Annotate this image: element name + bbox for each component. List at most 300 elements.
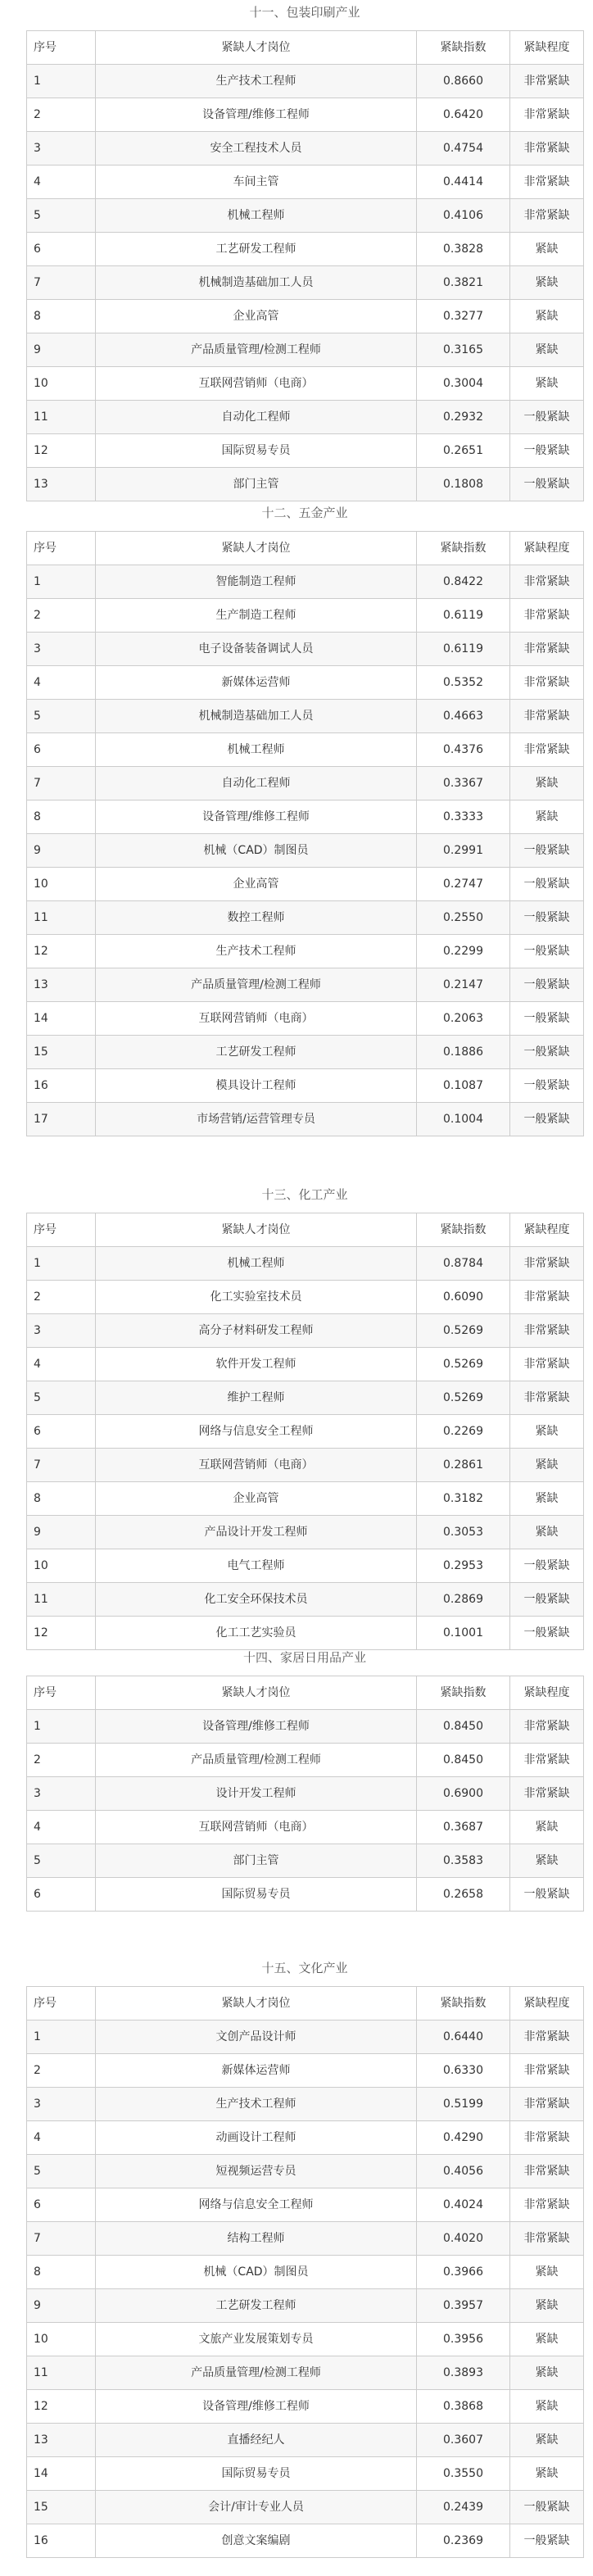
cell-shortage-level: 非常紧缺 — [510, 599, 584, 633]
cell-number: 3 — [27, 2088, 96, 2121]
cell-role: 工艺研发工程师 — [96, 233, 417, 266]
cell-shortage-level: 紧缺 — [510, 1449, 584, 1482]
cell-role: 生产制造工程师 — [96, 599, 417, 633]
cell-number: 13 — [27, 468, 96, 501]
cell-shortage-index: 0.2439 — [417, 2491, 510, 2524]
cell-shortage-level: 非常紧缺 — [510, 1314, 584, 1348]
cell-shortage-index: 0.2550 — [417, 901, 510, 935]
cell-shortage-index: 0.6090 — [417, 1281, 510, 1314]
cell-shortage-level: 非常紧缺 — [510, 2088, 584, 2121]
table-header-row — [27, 1987, 584, 2020]
cell-shortage-level: 紧缺 — [510, 2256, 584, 2289]
cell-number: 8 — [27, 1482, 96, 1516]
table-row — [27, 1069, 584, 1103]
header-role: 紧缺人才岗位 — [96, 1987, 417, 2020]
cell-number: 9 — [27, 2289, 96, 2323]
table-row — [27, 98, 584, 132]
cell-number: 6 — [27, 733, 96, 767]
shortage-table — [26, 531, 584, 1136]
cell-number: 6 — [27, 233, 96, 266]
cell-shortage-index: 0.8450 — [417, 1744, 510, 1777]
table-row — [27, 1811, 584, 1844]
header-role: 紧缺人才岗位 — [96, 31, 417, 65]
cell-role: 生产技术工程师 — [96, 65, 417, 98]
cell-number: 11 — [27, 401, 96, 434]
header-shortage-level: 紧缺程度 — [510, 31, 584, 65]
cell-shortage-index: 0.4290 — [417, 2121, 510, 2155]
cell-number: 4 — [27, 666, 96, 700]
section-title: 十五、文化产业 — [261, 1961, 348, 1975]
cell-shortage-level: 非常紧缺 — [510, 2020, 584, 2054]
table-row — [27, 599, 584, 633]
section-title: 十二、五金产业 — [261, 506, 348, 520]
header-role: 紧缺人才岗位 — [96, 1676, 417, 1710]
header-shortage-level: 紧缺程度 — [510, 1213, 584, 1247]
cell-shortage-index: 0.6330 — [417, 2054, 510, 2088]
cell-role: 设备管理/维修工程师 — [96, 98, 417, 132]
table-row — [27, 1878, 584, 1912]
cell-number: 12 — [27, 434, 96, 468]
cell-role: 化工工艺实验员 — [96, 1617, 417, 1650]
cell-shortage-index: 0.2991 — [417, 834, 510, 868]
section-chemical — [26, 1186, 583, 1650]
cell-shortage-level: 非常紧缺 — [510, 1744, 584, 1777]
cell-shortage-level: 一般紧缺 — [510, 901, 584, 935]
section-title: 十一、包装印刷产业 — [249, 5, 360, 20]
table-row — [27, 2121, 584, 2155]
table-row — [27, 767, 584, 800]
cell-shortage-level: 一般紧缺 — [510, 1617, 584, 1650]
cell-shortage-level: 非常紧缺 — [510, 666, 584, 700]
cell-shortage-level: 非常紧缺 — [510, 2222, 584, 2256]
cell-shortage-level: 非常紧缺 — [510, 1381, 584, 1415]
cell-shortage-level: 非常紧缺 — [510, 633, 584, 666]
cell-shortage-index: 0.1808 — [417, 468, 510, 501]
cell-role: 部门主管 — [96, 468, 417, 501]
cell-role: 新媒体运营师 — [96, 2054, 417, 2088]
section-title: 十四、家居日用品产业 — [242, 1650, 366, 1665]
table-row — [27, 166, 584, 199]
cell-shortage-level: 一般紧缺 — [510, 1583, 584, 1617]
cell-shortage-level: 非常紧缺 — [510, 2054, 584, 2088]
table-row — [27, 2222, 584, 2256]
cell-number: 3 — [27, 633, 96, 666]
cell-number: 6 — [27, 2188, 96, 2222]
cell-shortage-level: 紧缺 — [510, 266, 584, 300]
table-row — [27, 2188, 584, 2222]
cell-shortage-level: 一般紧缺 — [510, 1549, 584, 1583]
cell-shortage-index: 0.2299 — [417, 935, 510, 968]
cell-number: 8 — [27, 300, 96, 333]
cell-shortage-index: 0.2269 — [417, 1415, 510, 1449]
table-row — [27, 2356, 584, 2390]
cell-number: 5 — [27, 1844, 96, 1878]
header-index: 序号 — [27, 1987, 96, 2020]
cell-role: 模具设计工程师 — [96, 1069, 417, 1103]
table-header-row — [27, 532, 584, 565]
cell-role: 产品设计开发工程师 — [96, 1516, 417, 1549]
cell-role: 智能制造工程师 — [96, 565, 417, 599]
table-row — [27, 65, 584, 98]
table-row — [27, 2457, 584, 2491]
cell-role: 部门主管 — [96, 1844, 417, 1878]
cell-number: 9 — [27, 834, 96, 868]
cell-number: 5 — [27, 1381, 96, 1415]
cell-shortage-level: 非常紧缺 — [510, 700, 584, 733]
cell-role: 机械（CAD）制图员 — [96, 834, 417, 868]
cell-shortage-index: 0.3956 — [417, 2323, 510, 2356]
cell-role: 国际贸易专员 — [96, 2457, 417, 2491]
header-shortage-index: 紧缺指数 — [417, 1676, 510, 1710]
cell-role: 自动化工程师 — [96, 767, 417, 800]
cell-shortage-index: 0.3687 — [417, 1811, 510, 1844]
cell-role: 结构工程师 — [96, 2222, 417, 2256]
cell-role: 产品质量管理/检测工程师 — [96, 1744, 417, 1777]
cell-role: 自动化工程师 — [96, 401, 417, 434]
cell-number: 1 — [27, 1710, 96, 1744]
table-row — [27, 2289, 584, 2323]
table-row — [27, 1247, 584, 1281]
cell-shortage-level: 非常紧缺 — [510, 2188, 584, 2222]
section-hardware — [26, 504, 583, 1136]
cell-number: 14 — [27, 2457, 96, 2491]
cell-role: 机械制造基础加工人员 — [96, 700, 417, 733]
cell-shortage-index: 0.5352 — [417, 666, 510, 700]
table-row — [27, 800, 584, 834]
cell-number: 12 — [27, 2390, 96, 2424]
table-row — [27, 1415, 584, 1449]
cell-shortage-level: 一般紧缺 — [510, 1878, 584, 1912]
cell-shortage-level: 紧缺 — [510, 2390, 584, 2424]
table-row — [27, 1449, 584, 1482]
cell-number: 11 — [27, 2356, 96, 2390]
cell-shortage-index: 0.3182 — [417, 1482, 510, 1516]
cell-shortage-level: 非常紧缺 — [510, 98, 584, 132]
table-row — [27, 300, 584, 333]
cell-role: 文旅产业发展策划专员 — [96, 2323, 417, 2356]
cell-shortage-level: 一般紧缺 — [510, 834, 584, 868]
cell-role: 机械工程师 — [96, 199, 417, 233]
table-row — [27, 2020, 584, 2054]
cell-shortage-level: 非常紧缺 — [510, 565, 584, 599]
cell-role: 文创产品设计师 — [96, 2020, 417, 2054]
cell-shortage-index: 0.6440 — [417, 2020, 510, 2054]
cell-shortage-index: 0.6900 — [417, 1777, 510, 1811]
table-header-row — [27, 1676, 584, 1710]
section-title: 十三、化工产业 — [261, 1187, 348, 1202]
cell-shortage-index: 0.3583 — [417, 1844, 510, 1878]
cell-shortage-level: 一般紧缺 — [510, 1036, 584, 1069]
cell-shortage-index: 0.3893 — [417, 2356, 510, 2390]
cell-number: 15 — [27, 1036, 96, 1069]
cell-role: 电子设备装备调试人员 — [96, 633, 417, 666]
cell-number: 2 — [27, 1744, 96, 1777]
cell-number: 13 — [27, 968, 96, 1002]
cell-number: 1 — [27, 565, 96, 599]
cell-number: 17 — [27, 1103, 96, 1136]
cell-role: 市场营销/运营管理专员 — [96, 1103, 417, 1136]
cell-shortage-index: 0.8784 — [417, 1247, 510, 1281]
table-row — [27, 2256, 584, 2289]
cell-role: 软件开发工程师 — [96, 1348, 417, 1381]
cell-shortage-level: 紧缺 — [510, 2289, 584, 2323]
cell-shortage-index: 0.3333 — [417, 800, 510, 834]
table-row — [27, 633, 584, 666]
cell-shortage-level: 紧缺 — [510, 2457, 584, 2491]
cell-role: 网络与信息安全工程师 — [96, 2188, 417, 2222]
cell-number: 14 — [27, 1002, 96, 1036]
cell-role: 会计/审计专业人员 — [96, 2491, 417, 2524]
cell-shortage-index: 0.4754 — [417, 132, 510, 166]
cell-number: 10 — [27, 1549, 96, 1583]
cell-number: 1 — [27, 2020, 96, 2054]
shortage-table — [26, 1676, 584, 1912]
cell-shortage-index: 0.3821 — [417, 266, 510, 300]
cell-role: 国际贸易专员 — [96, 1878, 417, 1912]
cell-shortage-level: 紧缺 — [510, 767, 584, 800]
cell-shortage-index: 0.3957 — [417, 2289, 510, 2323]
cell-shortage-index: 0.3367 — [417, 767, 510, 800]
cell-shortage-index: 0.8660 — [417, 65, 510, 98]
cell-number: 5 — [27, 2155, 96, 2188]
cell-shortage-index: 0.2658 — [417, 1878, 510, 1912]
cell-role: 安全工程技术人员 — [96, 132, 417, 166]
cell-role: 动画设计工程师 — [96, 2121, 417, 2155]
cell-shortage-level: 一般紧缺 — [510, 1002, 584, 1036]
cell-number: 1 — [27, 65, 96, 98]
cell-shortage-level: 一般紧缺 — [510, 468, 584, 501]
cell-role: 创意文案编剧 — [96, 2524, 417, 2558]
header-shortage-index: 紧缺指数 — [417, 1213, 510, 1247]
shortage-table — [26, 30, 584, 501]
cell-shortage-index: 0.3053 — [417, 1516, 510, 1549]
cell-shortage-index: 0.4020 — [417, 2222, 510, 2256]
cell-shortage-level: 非常紧缺 — [510, 65, 584, 98]
cell-shortage-level: 非常紧缺 — [510, 2155, 584, 2188]
cell-shortage-index: 0.4376 — [417, 733, 510, 767]
header-shortage-level: 紧缺程度 — [510, 1987, 584, 2020]
table-row — [27, 1002, 584, 1036]
cell-number: 6 — [27, 1878, 96, 1912]
cell-shortage-index: 0.2953 — [417, 1549, 510, 1583]
cell-shortage-level: 非常紧缺 — [510, 1777, 584, 1811]
table-row — [27, 199, 584, 233]
table-row — [27, 1617, 584, 1650]
cell-shortage-level: 紧缺 — [510, 1415, 584, 1449]
cell-number: 4 — [27, 1811, 96, 1844]
table-row — [27, 1583, 584, 1617]
cell-shortage-index: 0.5199 — [417, 2088, 510, 2121]
cell-number: 4 — [27, 2121, 96, 2155]
cell-shortage-index: 0.5269 — [417, 1381, 510, 1415]
table-row — [27, 968, 584, 1002]
cell-shortage-level: 紧缺 — [510, 1844, 584, 1878]
cell-number: 9 — [27, 333, 96, 367]
cell-number: 11 — [27, 901, 96, 935]
table-row — [27, 834, 584, 868]
section-culture — [26, 1959, 583, 2558]
cell-role: 工艺研发工程师 — [96, 2289, 417, 2323]
table-row — [27, 2524, 584, 2558]
cell-shortage-index: 0.8422 — [417, 565, 510, 599]
cell-number: 5 — [27, 700, 96, 733]
cell-number: 4 — [27, 1348, 96, 1381]
cell-number: 3 — [27, 1777, 96, 1811]
cell-shortage-index: 0.2869 — [417, 1583, 510, 1617]
header-index: 序号 — [27, 532, 96, 565]
cell-role: 互联网营销师（电商） — [96, 1811, 417, 1844]
cell-number: 9 — [27, 1516, 96, 1549]
table-header-row — [27, 31, 584, 65]
table-row — [27, 468, 584, 501]
cell-shortage-level: 一般紧缺 — [510, 968, 584, 1002]
shortage-table — [26, 1986, 584, 2558]
table-row — [27, 2390, 584, 2424]
table-row — [27, 733, 584, 767]
cell-shortage-level: 一般紧缺 — [510, 2491, 584, 2524]
cell-role: 产品质量管理/检测工程师 — [96, 968, 417, 1002]
table-row — [27, 2088, 584, 2121]
table-row — [27, 233, 584, 266]
shortage-table — [26, 1213, 584, 1650]
header-shortage-level: 紧缺程度 — [510, 1676, 584, 1710]
cell-shortage-index: 0.4414 — [417, 166, 510, 199]
cell-number: 16 — [27, 1069, 96, 1103]
cell-role: 设备管理/维修工程师 — [96, 800, 417, 834]
cell-shortage-level: 紧缺 — [510, 2356, 584, 2390]
cell-role: 互联网营销师（电商） — [96, 1002, 417, 1036]
cell-shortage-level: 紧缺 — [510, 2323, 584, 2356]
table-row — [27, 401, 584, 434]
cell-shortage-level: 一般紧缺 — [510, 434, 584, 468]
cell-shortage-index: 0.4106 — [417, 199, 510, 233]
table-row — [27, 1549, 584, 1583]
cell-role: 设备管理/维修工程师 — [96, 2390, 417, 2424]
table-row — [27, 901, 584, 935]
cell-shortage-index: 0.2651 — [417, 434, 510, 468]
cell-shortage-index: 0.2147 — [417, 968, 510, 1002]
cell-shortage-index: 0.2861 — [417, 1449, 510, 1482]
table-row — [27, 666, 584, 700]
cell-role: 机械制造基础加工人员 — [96, 266, 417, 300]
cell-number: 1 — [27, 1247, 96, 1281]
cell-shortage-level: 紧缺 — [510, 1516, 584, 1549]
cell-number: 15 — [27, 2491, 96, 2524]
cell-shortage-level: 非常紧缺 — [510, 1348, 584, 1381]
table-row — [27, 2054, 584, 2088]
cell-number: 4 — [27, 166, 96, 199]
table-row — [27, 266, 584, 300]
table-row — [27, 1314, 584, 1348]
cell-number: 2 — [27, 1281, 96, 1314]
cell-number: 13 — [27, 2424, 96, 2457]
header-index: 序号 — [27, 31, 96, 65]
cell-role: 新媒体运营师 — [96, 666, 417, 700]
table-row — [27, 367, 584, 401]
cell-shortage-index: 0.3550 — [417, 2457, 510, 2491]
cell-role: 化工实验室技术员 — [96, 1281, 417, 1314]
cell-role: 高分子材料研发工程师 — [96, 1314, 417, 1348]
table-row — [27, 1281, 584, 1314]
cell-shortage-index: 0.3868 — [417, 2390, 510, 2424]
header-shortage-level: 紧缺程度 — [510, 532, 584, 565]
cell-shortage-level: 非常紧缺 — [510, 1710, 584, 1744]
table-row — [27, 333, 584, 367]
table-row — [27, 1710, 584, 1744]
cell-shortage-index: 0.1001 — [417, 1617, 510, 1650]
cell-shortage-level: 紧缺 — [510, 333, 584, 367]
cell-number: 11 — [27, 1583, 96, 1617]
cell-shortage-index: 0.4663 — [417, 700, 510, 733]
cell-shortage-level: 非常紧缺 — [510, 2121, 584, 2155]
table-row — [27, 700, 584, 733]
table-row — [27, 1844, 584, 1878]
cell-shortage-level: 紧缺 — [510, 233, 584, 266]
cell-role: 生产技术工程师 — [96, 935, 417, 968]
cell-number: 3 — [27, 132, 96, 166]
cell-number: 7 — [27, 1449, 96, 1482]
cell-role: 互联网营销师（电商） — [96, 1449, 417, 1482]
cell-shortage-index: 0.3828 — [417, 233, 510, 266]
section-home-goods — [26, 1649, 583, 1912]
header-role: 紧缺人才岗位 — [96, 1213, 417, 1247]
cell-shortage-level: 一般紧缺 — [510, 935, 584, 968]
cell-number: 6 — [27, 1415, 96, 1449]
cell-number: 10 — [27, 2323, 96, 2356]
cell-role: 互联网营销师（电商） — [96, 367, 417, 401]
cell-role: 短视频运营专员 — [96, 2155, 417, 2188]
table-row — [27, 1516, 584, 1549]
cell-shortage-level: 一般紧缺 — [510, 2524, 584, 2558]
table-row — [27, 2424, 584, 2457]
cell-shortage-index: 0.3277 — [417, 300, 510, 333]
header-shortage-index: 紧缺指数 — [417, 532, 510, 565]
cell-number: 3 — [27, 1314, 96, 1348]
cell-role: 设计开发工程师 — [96, 1777, 417, 1811]
cell-shortage-level: 非常紧缺 — [510, 199, 584, 233]
cell-role: 数控工程师 — [96, 901, 417, 935]
cell-number: 2 — [27, 599, 96, 633]
cell-shortage-level: 一般紧缺 — [510, 401, 584, 434]
table-row — [27, 132, 584, 166]
cell-shortage-index: 0.2369 — [417, 2524, 510, 2558]
cell-role: 设备管理/维修工程师 — [96, 1710, 417, 1744]
cell-shortage-level: 一般紧缺 — [510, 1103, 584, 1136]
cell-shortage-index: 0.6119 — [417, 633, 510, 666]
header-shortage-index: 紧缺指数 — [417, 1987, 510, 2020]
cell-number: 10 — [27, 367, 96, 401]
cell-number: 2 — [27, 98, 96, 132]
cell-shortage-level: 紧缺 — [510, 1482, 584, 1516]
cell-role: 车间主管 — [96, 166, 417, 199]
table-row — [27, 868, 584, 901]
cell-role: 企业高管 — [96, 300, 417, 333]
table-row — [27, 1348, 584, 1381]
header-index: 序号 — [27, 1676, 96, 1710]
cell-shortage-level: 一般紧缺 — [510, 868, 584, 901]
cell-shortage-index: 0.8450 — [417, 1710, 510, 1744]
cell-shortage-index: 0.1087 — [417, 1069, 510, 1103]
cell-role: 机械工程师 — [96, 733, 417, 767]
cell-shortage-level: 非常紧缺 — [510, 132, 584, 166]
cell-role: 工艺研发工程师 — [96, 1036, 417, 1069]
section-packaging-printing — [26, 3, 583, 501]
table-row — [27, 1777, 584, 1811]
cell-shortage-index: 0.3607 — [417, 2424, 510, 2457]
header-role: 紧缺人才岗位 — [96, 532, 417, 565]
table-header-row — [27, 1213, 584, 1247]
cell-number: 7 — [27, 2222, 96, 2256]
